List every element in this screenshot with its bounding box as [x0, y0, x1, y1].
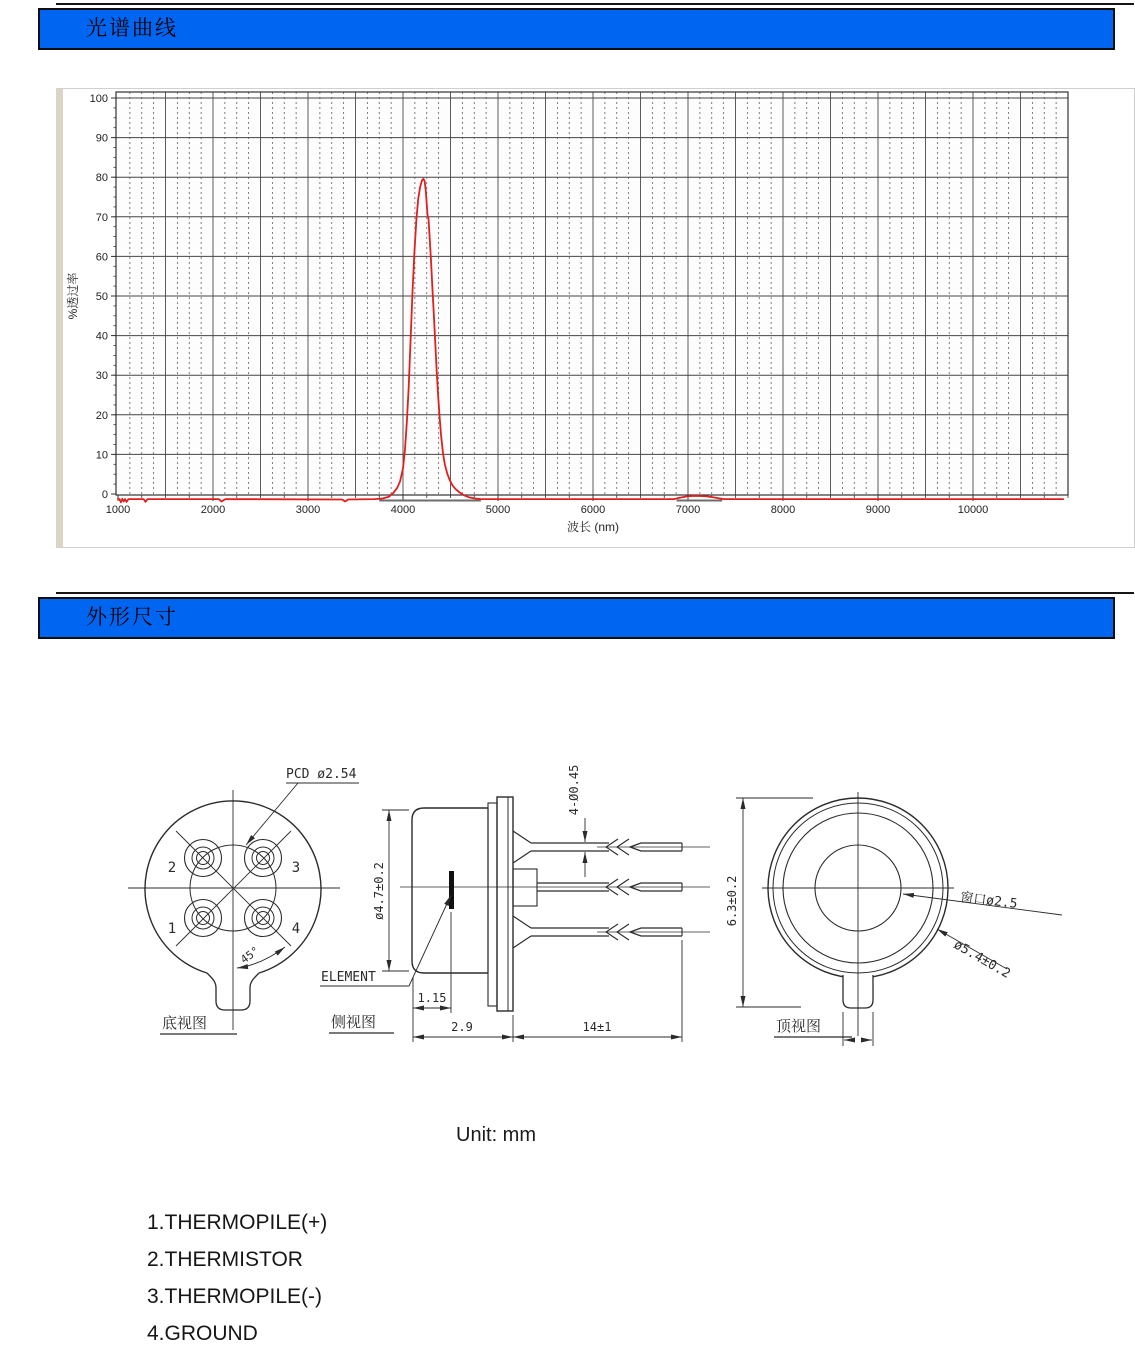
bottom-view: [128, 767, 359, 1034]
pin-label-4: 4: [291, 921, 301, 937]
mid-rule: [56, 592, 1134, 594]
svg-text:20: 20: [95, 409, 108, 422]
svg-text:8000: 8000: [770, 504, 796, 516]
svg-text:5000: 5000: [485, 504, 511, 516]
svg-text:3000: 3000: [295, 504, 321, 516]
pin-label-2: 2: [167, 860, 177, 876]
sensing-element: [449, 871, 454, 909]
svg-text:30: 30: [95, 370, 108, 383]
dim-cap-length: 2.9: [451, 1020, 473, 1034]
svg-text:%透过率: %透过率: [66, 272, 80, 320]
pin-label-3: 3: [291, 860, 301, 876]
svg-text:1000: 1000: [105, 504, 131, 516]
pinout-item-2: 2.THERMISTOR: [147, 1248, 303, 1271]
angle-label: 45°: [238, 944, 262, 967]
section-title-dimensions: 外形尺寸: [86, 605, 178, 629]
svg-text:50: 50: [95, 291, 108, 303]
svg-text:90: 90: [95, 132, 108, 145]
top-view-caption: 顶视图: [776, 1017, 822, 1035]
side-view-caption: 侧视图: [331, 1013, 377, 1031]
svg-text:70: 70: [95, 211, 108, 224]
svg-text:40: 40: [95, 330, 108, 343]
dim-element-offset: 1.15: [417, 991, 447, 1005]
dim-window: 窗口ø2.5: [959, 890, 1019, 912]
pinout-list: [147, 1204, 327, 1352]
pcd-leader: [246, 783, 298, 845]
svg-text:2000: 2000: [200, 504, 226, 516]
dim-overall-height: 6.3±0.2: [725, 875, 739, 927]
pinout-item-1: 1.THERMOPILE(+): [147, 1211, 328, 1234]
bottom-view-caption: 底视图: [162, 1014, 208, 1032]
unit-note: Unit: mm: [456, 1124, 536, 1146]
side-view: [320, 765, 710, 1042]
svg-text:10000: 10000: [957, 504, 989, 516]
lead-top: [513, 831, 710, 863]
svg-text:4000: 4000: [390, 504, 416, 516]
element-label: ELEMENT: [321, 970, 376, 985]
flange: [497, 797, 513, 1011]
pin-1: [185, 900, 222, 937]
section-header-dimensions: [38, 597, 1115, 639]
pin-label-1: 1: [167, 921, 177, 937]
lead-bottom: [513, 916, 710, 948]
top-rule: [56, 3, 1134, 5]
weld-ring: [488, 803, 497, 1006]
dim-flange-diameter: ø5.4±0.2: [951, 937, 1013, 982]
section-header-spectral: [38, 8, 1115, 50]
svg-text:6000: 6000: [580, 504, 606, 516]
dim-lead-length: 14±1: [582, 1020, 612, 1034]
dim-body-diameter: ø4.7±0.2: [372, 862, 386, 920]
dim-lead-diameter: 4-Ø0.45: [567, 764, 581, 816]
outline-dimension-drawing: [0, 700, 1134, 1100]
lead-middle: [513, 869, 682, 906]
spectral-chart-frame: [56, 88, 1135, 548]
section-title-spectral: 光谱曲线: [86, 16, 178, 40]
pinout-item-4: 4.GROUND: [147, 1322, 258, 1345]
svg-text:60: 60: [95, 251, 108, 264]
svg-text:0: 0: [101, 489, 108, 501]
svg-text:10: 10: [95, 449, 108, 462]
pin-3: [245, 840, 282, 877]
spectral-transmittance-chart: [63, 89, 1127, 545]
svg-text:波长 (nm): 波长 (nm): [567, 520, 619, 534]
top-view: [725, 792, 1062, 1046]
svg-text:80: 80: [95, 172, 108, 185]
svg-text:7000: 7000: [675, 504, 701, 516]
svg-text:100: 100: [89, 93, 108, 105]
pcd-label: PCD ø2.54: [286, 767, 357, 782]
pinout-item-3: 3.THERMOPILE(-): [147, 1285, 323, 1308]
svg-text:9000: 9000: [865, 504, 891, 516]
